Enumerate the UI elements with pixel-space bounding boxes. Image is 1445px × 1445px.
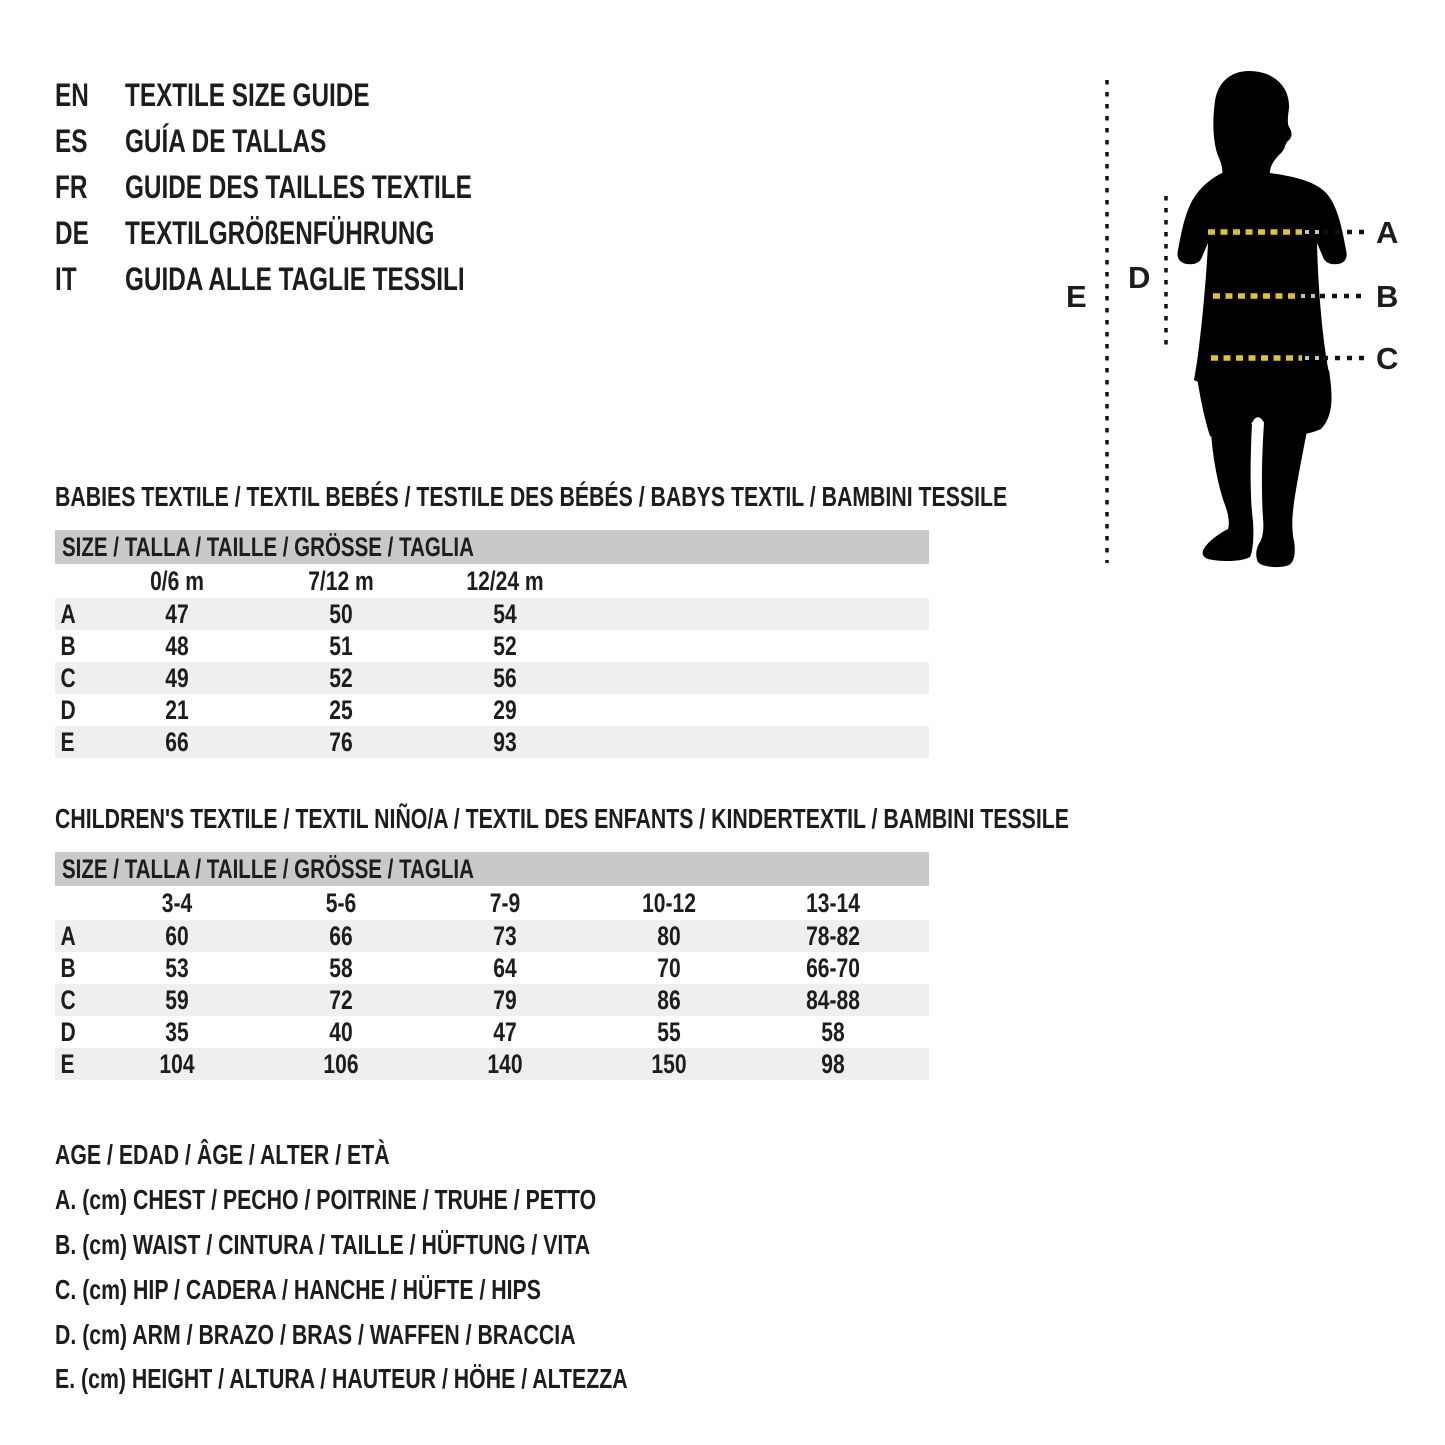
table-cell: 73 (493, 920, 517, 951)
row-label: E (60, 1048, 75, 1079)
figure-label-c: C (1376, 341, 1399, 376)
column-header: 0/6 m (150, 565, 204, 596)
lang-code-de: DE (55, 214, 89, 251)
language-title-block (55, 72, 581, 302)
table-row (55, 662, 929, 694)
babies-size-header-bar (55, 530, 929, 564)
table-cell: 70 (657, 952, 681, 983)
title-row-fr (55, 164, 581, 210)
table-cell: 72 (329, 984, 353, 1015)
table-cell: 64 (493, 952, 517, 983)
table-cell: 84-88 (806, 984, 860, 1015)
table-cell: 40 (329, 1016, 353, 1047)
title-row-en (55, 72, 581, 118)
row-label: E (60, 726, 75, 757)
table-row (55, 984, 929, 1016)
table-cell: 79 (493, 984, 517, 1015)
table-cell: 140 (487, 1048, 523, 1079)
table-cell: 48 (165, 630, 189, 661)
table-cell: 29 (493, 694, 517, 725)
children-column-header-row (55, 886, 929, 920)
legend-hip-line (55, 1267, 808, 1312)
table-cell: 76 (329, 726, 353, 757)
table-cell: 35 (165, 1016, 189, 1047)
lang-code-es: ES (55, 122, 88, 159)
row-label: C (60, 984, 76, 1015)
table-cell: 98 (821, 1048, 845, 1079)
title-de: TEXTILGRÖßENFÜHRUNG (125, 214, 435, 251)
legend-hip-text: C. (cm) HIP / CADERA / HANCHE / HÜFTE / HIPS (55, 1273, 541, 1305)
legend-height-line (55, 1357, 808, 1402)
row-label: A (60, 598, 76, 629)
table-row (55, 1016, 929, 1048)
row-label: D (60, 1016, 76, 1047)
table-cell: 47 (493, 1016, 517, 1047)
silhouette-head (1213, 71, 1291, 183)
table-cell: 54 (493, 598, 517, 629)
title-en: TEXTILE SIZE GUIDE (125, 76, 370, 113)
table-cell: 59 (165, 984, 189, 1015)
babies-section-title-text: BABIES TEXTILE / TEXTIL BEBÉS / TESTILE DES BÉBÉS / BABYS TEXTIL / BAMBINI TESSILE (55, 481, 1008, 512)
row-label: B (60, 952, 76, 983)
title-es: GUÍA DE TALLAS (125, 122, 327, 159)
babies-size-header-label: SIZE / TALLA / TAILLE / GRÖSSE / TAGLIA (62, 531, 474, 562)
legend-waist-line (55, 1223, 808, 1268)
figure-label-b: B (1376, 279, 1399, 314)
children-table-rows (55, 920, 929, 1080)
table-cell: 66 (165, 726, 189, 757)
table-row (55, 630, 929, 662)
children-size-table (55, 852, 929, 1080)
legend-chest-text: A. (cm) CHEST / PECHO / POITRINE / TRUHE / PETTO (55, 1184, 597, 1216)
table-cell: 55 (657, 1016, 681, 1047)
table-cell: 52 (493, 630, 517, 661)
table-cell: 51 (329, 630, 353, 661)
table-cell: 53 (165, 952, 189, 983)
table-cell: 25 (329, 694, 353, 725)
measurement-legend (55, 1133, 808, 1402)
legend-arm-line (55, 1312, 808, 1357)
row-label: C (60, 662, 76, 693)
column-header: 13-14 (806, 887, 860, 918)
table-cell: 47 (165, 598, 189, 629)
legend-chest-line (55, 1178, 808, 1223)
table-cell: 21 (165, 694, 189, 725)
legend-age-line (55, 1133, 808, 1178)
babies-section-title (55, 481, 1308, 513)
children-section-title-text: CHILDREN'S TEXTILE / TEXTIL NIÑO/A / TEXTIL DES ENFANTS / KINDERTEXTIL / BAMBINI TESSILE (55, 803, 1069, 834)
table-cell: 60 (165, 920, 189, 951)
table-cell: 50 (329, 598, 353, 629)
table-cell: 52 (329, 662, 353, 693)
row-label: A (60, 920, 76, 951)
table-cell: 106 (323, 1048, 359, 1079)
children-section-title (55, 803, 1389, 835)
legend-height-text: E. (cm) HEIGHT / ALTURA / HAUTEUR / HÖHE / ALTEZZA (55, 1363, 628, 1395)
children-size-header-label: SIZE / TALLA / TAILLE / GRÖSSE / TAGLIA (62, 853, 474, 884)
figure-label-a: A (1376, 215, 1399, 250)
table-cell: 66 (329, 920, 353, 951)
lang-code-it: IT (55, 260, 77, 297)
legend-waist-text: B. (cm) WAIST / CINTURA / TAILLE / HÜFTUNG / VITA (55, 1228, 591, 1260)
column-header: 12/24 m (466, 565, 544, 596)
table-cell: 58 (821, 1016, 845, 1047)
lang-code-fr: FR (55, 168, 88, 205)
column-header: 5-6 (325, 887, 357, 918)
table-cell: 78-82 (806, 920, 860, 951)
title-row-es (55, 118, 581, 164)
table-cell: 56 (493, 662, 517, 693)
table-row (55, 598, 929, 630)
table-row (55, 952, 929, 984)
column-header: 3-4 (161, 887, 193, 918)
title-fr: GUIDE DES TAILLES TEXTILE (125, 168, 472, 205)
figure-label-d: D (1128, 260, 1151, 295)
lang-code-en: EN (55, 76, 89, 113)
column-header: 10-12 (642, 887, 696, 918)
table-cell: 86 (657, 984, 681, 1015)
legend-arm-text: D. (cm) ARM / BRAZO / BRAS / WAFFEN / BRACCIA (55, 1318, 576, 1350)
table-cell: 104 (159, 1048, 195, 1079)
title-row-it (55, 256, 581, 302)
table-cell: 58 (329, 952, 353, 983)
children-size-header-bar (55, 852, 929, 886)
table-cell: 93 (493, 726, 517, 757)
legend-age-text: AGE / EDAD / ÂGE / ALTER / ETÀ (55, 1139, 390, 1171)
table-row (55, 694, 929, 726)
title-it: GUIDA ALLE TAGLIE TESSILI (125, 260, 465, 297)
table-row (55, 1048, 929, 1080)
row-label: D (60, 694, 76, 725)
babies-table-rows (55, 598, 929, 758)
babies-size-table (55, 530, 929, 758)
table-row (55, 726, 929, 758)
table-cell: 150 (651, 1048, 687, 1079)
figure-label-e: E (1066, 279, 1087, 314)
title-row-de (55, 210, 581, 256)
column-header: 7-9 (489, 887, 521, 918)
babies-column-header-row (55, 564, 929, 598)
row-label: B (60, 630, 76, 661)
column-header: 7/12 m (308, 565, 374, 596)
table-row (55, 920, 929, 952)
table-cell: 49 (165, 662, 189, 693)
table-cell: 66-70 (806, 952, 860, 983)
table-cell: 80 (657, 920, 681, 951)
